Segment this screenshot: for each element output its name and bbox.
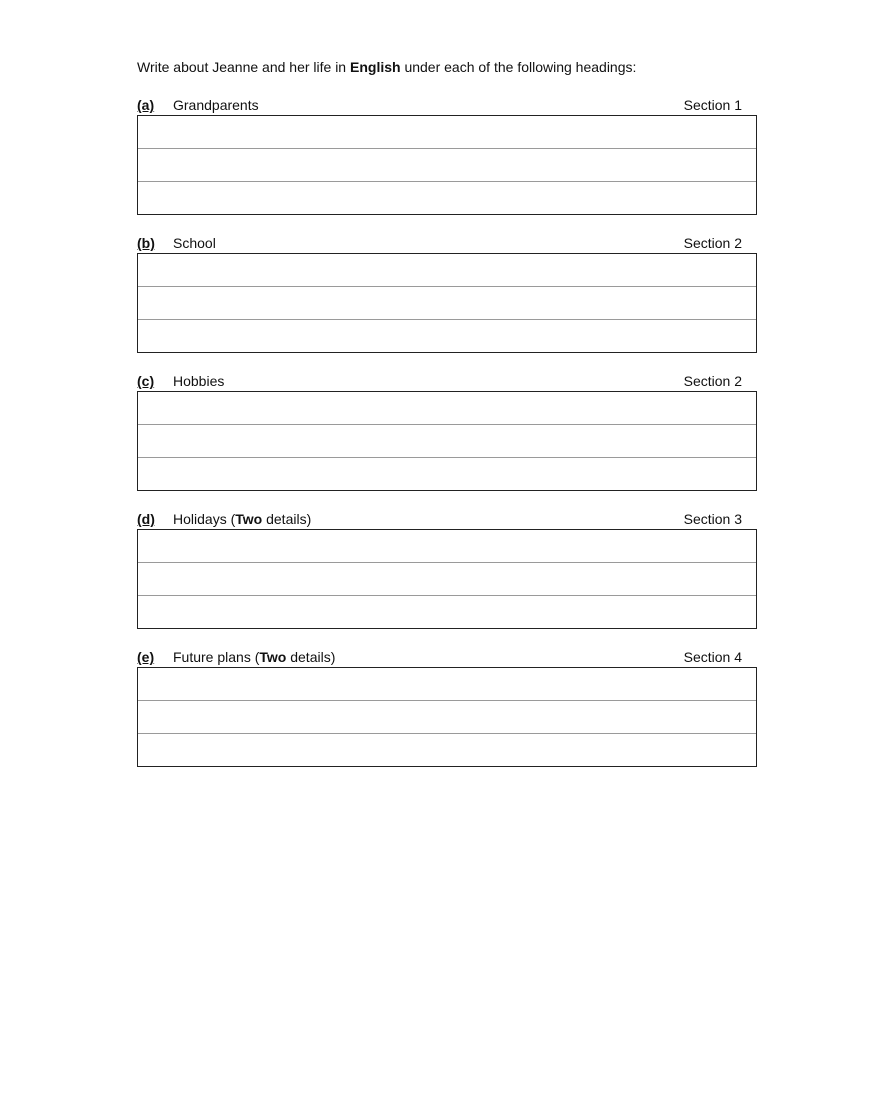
section-title-text: Holidays ( [173, 511, 236, 527]
section-heading [137, 97, 757, 115]
answer-line-3[interactable] [138, 320, 756, 352]
section-letter: (d) [137, 511, 155, 527]
answer-box[interactable] [137, 253, 757, 353]
answer-line-1[interactable] [138, 254, 756, 287]
section-title-text: Grandparents [173, 97, 259, 113]
section-d [137, 511, 757, 629]
answer-line-2[interactable] [138, 425, 756, 458]
answer-box[interactable] [137, 667, 757, 767]
section-title-after: details) [286, 649, 336, 665]
section-letter: (e) [137, 649, 155, 665]
section-heading [137, 235, 757, 253]
section-e [137, 649, 757, 767]
section-title [173, 97, 259, 113]
section-reference: Section 1 [683, 97, 742, 113]
answer-line-2[interactable] [138, 701, 756, 734]
section-reference: Section 4 [683, 649, 742, 665]
answer-box[interactable] [137, 115, 757, 215]
answer-line-3[interactable] [138, 182, 756, 214]
answer-line-1[interactable] [138, 116, 756, 149]
section-reference: Section 2 [683, 235, 742, 251]
section-title [173, 235, 216, 251]
answer-line-3[interactable] [138, 596, 756, 628]
section-letter: (a) [137, 97, 155, 113]
answer-line-1[interactable] [138, 668, 756, 701]
section-b [137, 235, 757, 353]
section-title-bold: Two [235, 511, 263, 527]
section-reference: Section 3 [683, 511, 742, 527]
instruction-after: under each of the following headings: [400, 59, 637, 75]
section-letter: (c) [137, 373, 155, 389]
section-title [173, 511, 311, 527]
section-heading [137, 649, 757, 667]
section-title [173, 649, 335, 665]
instruction-bold: English [350, 59, 401, 75]
section-title-text: Hobbies [173, 373, 225, 389]
instruction-before: Write about Jeanne and her life in [137, 59, 350, 75]
section-title-text: School [173, 235, 216, 251]
section-title-after: details) [262, 511, 312, 527]
section-title-text: Future plans ( [173, 649, 260, 665]
instruction-text [137, 59, 636, 75]
answer-line-3[interactable] [138, 734, 756, 766]
section-title-bold: Two [259, 649, 287, 665]
section-a [137, 97, 757, 215]
answer-line-3[interactable] [138, 458, 756, 490]
section-reference: Section 2 [683, 373, 742, 389]
answer-box[interactable] [137, 529, 757, 629]
section-letter: (b) [137, 235, 155, 251]
answer-line-1[interactable] [138, 530, 756, 563]
section-c [137, 373, 757, 491]
answer-box[interactable] [137, 391, 757, 491]
answer-line-2[interactable] [138, 149, 756, 182]
section-heading [137, 373, 757, 391]
section-title [173, 373, 224, 389]
answer-line-2[interactable] [138, 563, 756, 596]
answer-line-1[interactable] [138, 392, 756, 425]
answer-line-2[interactable] [138, 287, 756, 320]
section-heading [137, 511, 757, 529]
